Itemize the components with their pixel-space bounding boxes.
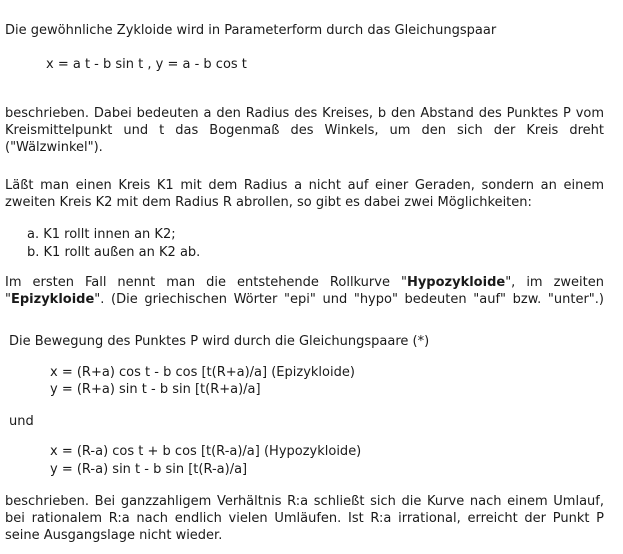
intro-text: Die gewöhnliche Zykloide wird in Parameterform durch das Gleichungspaar (5, 23, 497, 38)
curve-names-post: ". (Die griechischen Wörter "epi" und "hypo" bedeuten "auf" bzw. "unter".) (94, 292, 604, 307)
list-item-b: b. K1 rollt außen an K2 ab. (27, 245, 201, 260)
hypocycloid-y-equation: y = (R-a) sin t - b sin [t(R-a)/a] (50, 462, 248, 477)
term-hypozykloide: Hypozykloide (406, 275, 506, 290)
und-text: und (9, 414, 34, 429)
paragraph-rolling-circles: Läßt man einen Kreis K1 mit dem Radius a nicht auf einer Geraden, sondern an einem zweiten Kreis K2 mit dem Radius R abrollen, so gibt es dabei zwei Möglichkeiten: (5, 178, 604, 210)
paragraph-closure: beschrieben. Bei ganzzahligem Verhältnis R:a schließt sich die Kurve nach einem Umlauf, bei rationalem R:a nach endlich vielen Umläufen. Ist R:a irrational, erreicht der Punkt P seine Ausgangslage nicht wieder. (5, 494, 604, 543)
list-item-a: a. K1 rollt innen an K2; (27, 227, 176, 242)
paragraph-curve-names (5, 274, 604, 308)
epicycloid-x-equation: x = (R+a) cos t - b cos [t(R+a)/a] (Epizykloide) (50, 365, 355, 380)
paragraph-equation-pairs: Die Bewegung des Punktes P wird durch die Gleichungspaare (*) (9, 334, 430, 349)
curve-names-pre: Im ersten Fall nennt man die entstehende Rollkurve " (5, 275, 407, 290)
paragraph-definitions: beschrieben. Dabei bedeuten a den Radius des Kreises, b den Abstand des Punktes P vom Kreismittelpunkt und t das Bogenmaß des Winkels, um den sich der Kreis dreht ("Wälzwinkel"). (5, 106, 604, 155)
hypocycloid-x-equation: x = (R-a) cos t + b cos [t(R-a)/a] (Hypozykloide) (50, 444, 362, 459)
term-epizykloide: Epizykloide (10, 292, 95, 307)
curve-names-mid: ", im zweiten " (5, 275, 604, 307)
cycloid-equation: x = a t - b sin t , y = a - b cos t (46, 57, 247, 72)
epicycloid-y-equation: y = (R+a) sin t - b sin [t(R+a)/a] (50, 382, 261, 397)
